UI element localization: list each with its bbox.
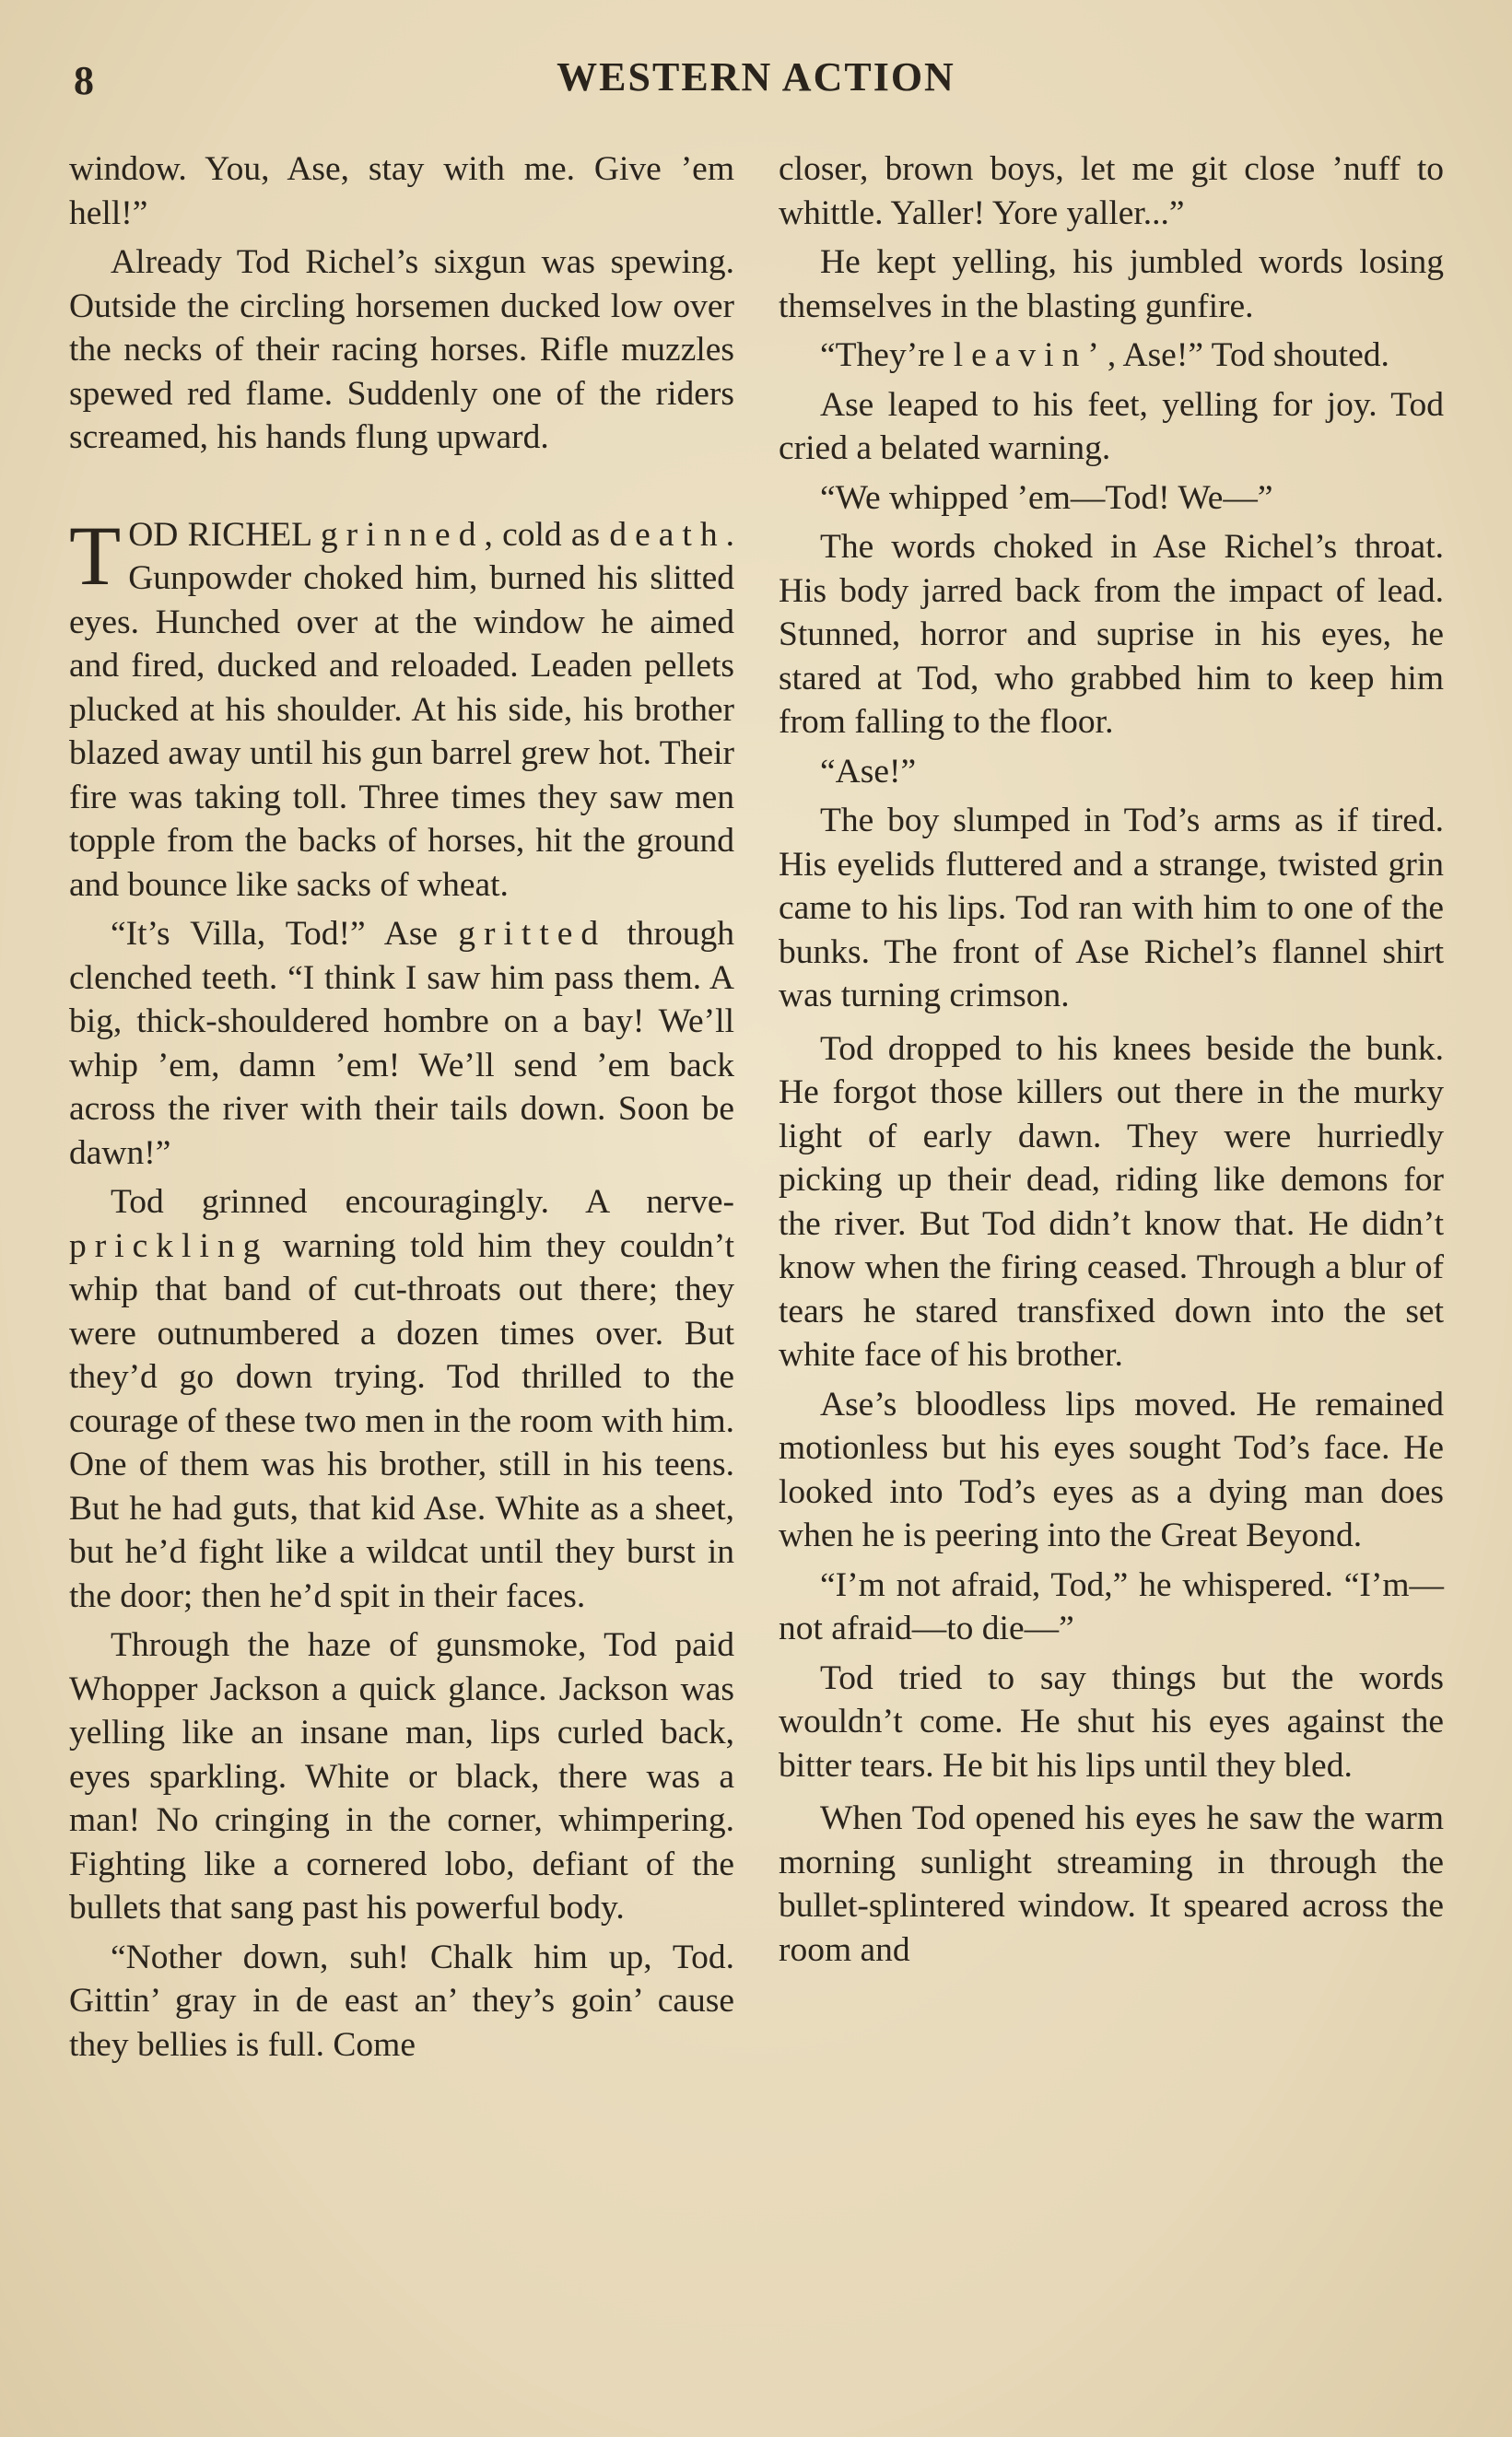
right-column (779, 147, 1444, 1977)
paragraph-text: OD RICHEL (128, 515, 321, 554)
paragraph: Already Tod Richel’s sixgun was spewing. Outside the circling horsemen ducked low over the necks of their racing horses. Rifle muzzles spewed red flame. Suddenly one of the riders screamed, his hands flung upward. (69, 243, 734, 456)
paragraph: Ase’s bloodless lips moved. He remained motionless but his eyes sought Tod’s face. He looked into Tod’s eyes as a dying man does when he is peering into the Great Beyond. (779, 1385, 1444, 1554)
paragraph: Ase leaped to his feet, yelling for joy. Tod cried a belated warning. (779, 385, 1444, 467)
paragraph (69, 1180, 734, 1618)
paragraph: “Ase!” (820, 752, 917, 791)
spaced-word: prickling (69, 1226, 269, 1265)
paragraph-dropcap (69, 508, 734, 908)
paragraph-text: , Ase!” Tod shouted. (1107, 336, 1389, 374)
paragraph-text: , cold as (484, 515, 610, 554)
paragraph: Tod dropped to his knees beside the bunk. He forgot those killers out there in the murky light of early dawn. They were hurriedly picking up their dead, riding like demons for the river. But Tod didn’t know that. He didn’t know when the firing ceased. Through a blur of tears he stared transfixed down into the set white face of his brother. (779, 1029, 1444, 1374)
paragraph-text: . Gunpowder choked him, burned his slitted eyes. Hunched over at the window he aimed and fired, ducked and reloaded. Leaden pellets plucked at his shoulder. At his side, his brother blazed away until his gun barrel grew hot. Their fire was taking toll. Three times they saw men topple from the backs of horses, hit the ground and bounce like sacks of wheat. (69, 515, 734, 904)
paragraph-text: warning told him they couldn’t whip that band of cut-throats out there; they were outnumbered a dozen times over. But they’d go down trying. Tod thrilled to the courage of these two men in the room with him. One of them was his brother, still in his teens. But he had guts, that kid Ase. White as a sheet, but he’d fight like a wildcat until they burst in the door; then he’d spit in their faces. (69, 1226, 734, 1615)
paragraph-text: “They’re (820, 336, 954, 374)
paragraph: “I’m not afraid, Tod,” he whispered. “I’m—not afraid—to die—” (779, 1565, 1444, 1647)
paragraph: The boy slumped in Tod’s arms as if tired. His eyelids fluttered and a strange, twisted grin came to his lips. Tod ran with him to one of the bunks. The front of Ase Richel’s flannel shirt was turning crimson. (779, 802, 1444, 1014)
spaced-word: death (609, 515, 726, 554)
paragraph: He kept yelling, his jumbled words losing themselves in the blasting gunfire. (779, 243, 1444, 325)
paragraph: closer, brown boys, let me git close ’nuff to whittle. Yaller! Yore yaller...” (779, 150, 1444, 232)
paragraph (779, 334, 1444, 378)
paragraph: window. You, Ase, stay with me. Give ’em hell!” (69, 150, 734, 232)
paragraph: “We whipped ’em—Tod! We—” (820, 478, 1273, 517)
paragraph: Through the haze of gunsmoke, Tod paid Whopper Jackson a quick glance. Jackson was yelling like an insane man, lips curled back, eyes sparkling. White or black, there was a man! No cringing in the corner, whimpering. Fighting like a cornered lobo, defiant of the bullets that sang past his powerful body. (69, 1626, 734, 1927)
paragraph-text: “It’s Villa, Tod!” Ase (111, 915, 459, 953)
spaced-word: grinned (320, 515, 485, 554)
left-column (69, 147, 734, 2072)
paragraph-text: through clenched teeth. “I think I saw him pass them. A big, thick-shouldered hombre on a bay! We’ll whip ’em, damn ’em! We’ll send ’em back across the river with their tails down. Soon be dawn!” (69, 915, 734, 1172)
drop-cap: T (69, 508, 122, 603)
spaced-word: leavin’ (953, 336, 1108, 374)
running-head: WESTERN ACTION (557, 54, 955, 100)
paragraph-text: Tod grinned encouragingly. A nerve- (111, 1183, 734, 1221)
paragraph: When Tod opened his eyes he saw the warm morning sunlight streaming in through the bullet-splintered window. It speared across the room and (779, 1799, 1444, 1969)
paragraph: Tod tried to say things but the words wouldn’t come. He shut his eyes against the bitter tears. He bit his lips until they bled. (779, 1658, 1444, 1785)
page-header (0, 53, 1512, 109)
page-number: 8 (74, 58, 95, 103)
paragraph: The words choked in Ase Richel’s throat. His body jarred back from the impact of lead. Stunned, horror and suprise in his eyes, he stared at Tod, who grabbed him to keep him from falling to the floor. (779, 528, 1444, 741)
spaced-word: gritted (458, 915, 607, 953)
paragraph: “Nother down, suh! Chalk him up, Tod. Gittin’ gray in de east an’ they’s goin’ cause they bellies is full. Come (69, 1938, 734, 2064)
paragraph (69, 912, 734, 1175)
